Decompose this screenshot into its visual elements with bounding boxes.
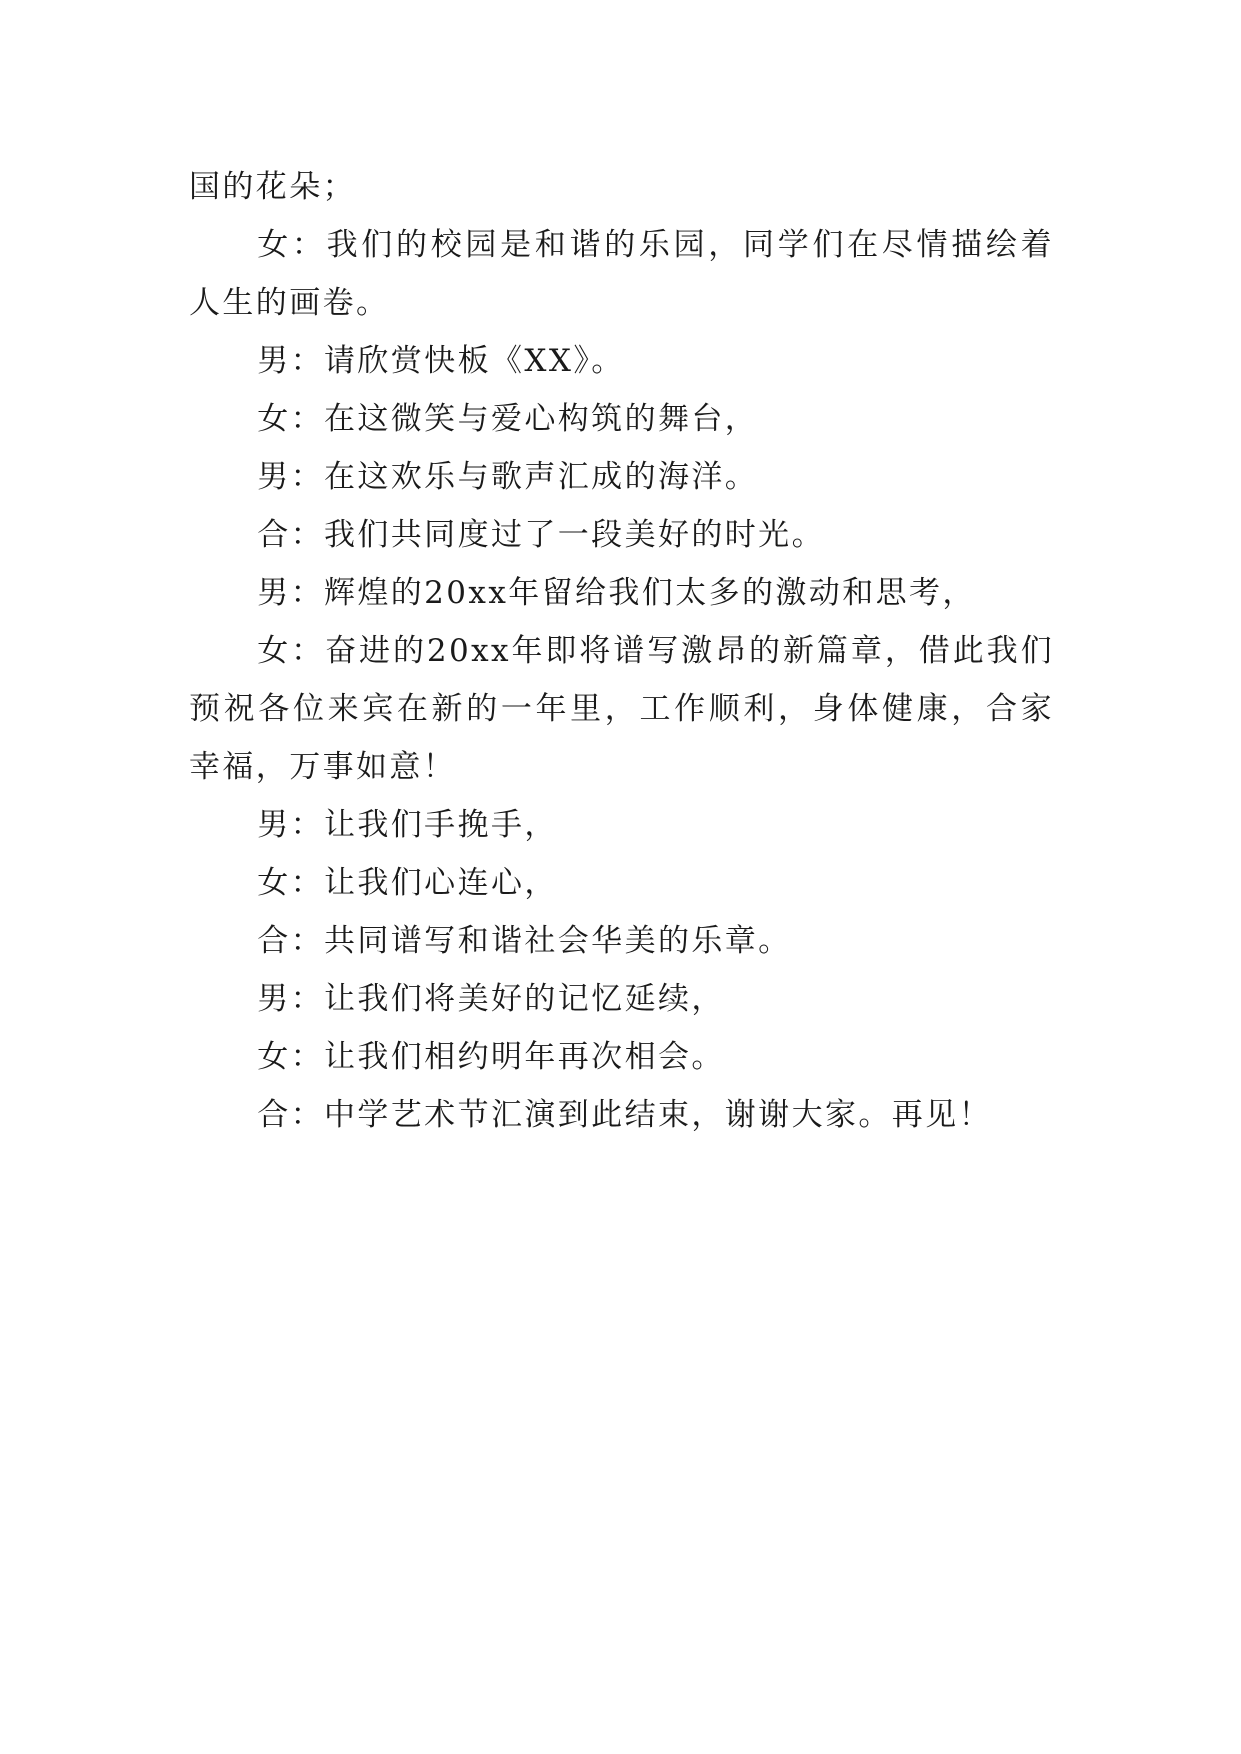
paragraph-male-hand-in-hand: 男：让我们手挽手， bbox=[257, 807, 558, 843]
paragraph-female-next-year: 女：让我们相约明年再次相会。 bbox=[257, 1039, 725, 1075]
paragraph-female-new-chapter: 女：奋进的20xx年即将谱写激昂的新篇章，借此我们预祝各位来宾在新的一年里，工作顺利，身体健康，合家幸福，万事如意！ bbox=[189, 633, 1054, 785]
paragraph-male-memories: 男：让我们将美好的记忆延续， bbox=[257, 981, 725, 1017]
paragraph-female-campus: 女：我们的校园是和谐的乐园，同学们在尽情描绘着人生的画卷。 bbox=[189, 227, 1054, 321]
paragraph-male-ocean: 男：在这欢乐与歌声汇成的海洋。 bbox=[257, 459, 759, 495]
paragraph-female-stage: 女：在这微笑与爱心构筑的舞台， bbox=[257, 401, 759, 437]
paragraph-male-kuaiban: 男：请欣赏快板《XX》。 bbox=[257, 343, 625, 379]
paragraph-together-harmony: 合：共同谱写和谐社会华美的乐章。 bbox=[257, 923, 792, 959]
paragraph-male-glorious-year: 男：辉煌的20xx年留给我们太多的激动和思考， bbox=[257, 575, 976, 611]
paragraph-together-time: 合：我们共同度过了一段美好的时光。 bbox=[257, 517, 825, 553]
paragraph-together-closing: 合：中学艺术节汇演到此结束，谢谢大家。再见！ bbox=[257, 1097, 992, 1133]
paragraph-continuation: 国的花朵； bbox=[189, 169, 356, 205]
paragraph-female-heart-to-heart: 女：让我们心连心， bbox=[257, 865, 558, 901]
document-body bbox=[189, 158, 1054, 1144]
